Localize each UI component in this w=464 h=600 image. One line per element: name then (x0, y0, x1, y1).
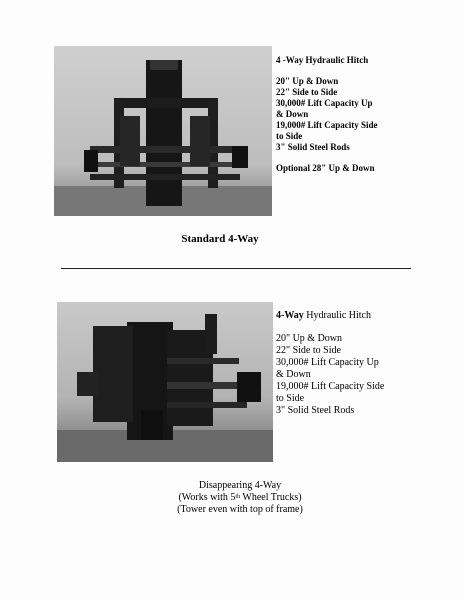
disappearing-specs-block (276, 310, 384, 417)
spec-line: 20" Up & Down (276, 333, 343, 344)
section-divider (61, 268, 411, 269)
caption-superscript: th (235, 494, 241, 500)
spec-line: 3" Solid Steel Rods (276, 142, 350, 152)
spec-line: to Side (276, 131, 303, 141)
hitch-photo-graphic (54, 46, 272, 216)
caption-line (120, 492, 360, 504)
spec-title-bold: 4-Way (276, 310, 304, 321)
spec-line: & Down (276, 109, 309, 119)
standard-specs-block (276, 55, 378, 174)
spec-line: to Side (276, 393, 305, 404)
spec-line: 3" Solid Steel Rods (276, 405, 355, 416)
spec-title-rest: Hydraulic Hitch (303, 310, 371, 321)
standard-caption: Standard 4-Way (181, 233, 259, 245)
caption-text: Wheel Trucks) (240, 492, 302, 503)
spec-line: 20" Up & Down (276, 76, 339, 86)
disappearing-4-way-photo (57, 302, 273, 462)
standard-4-way-photo (54, 46, 272, 216)
caption-text: (Works with 5 (178, 492, 236, 503)
hitch-photo-graphic (57, 302, 273, 462)
spec-line: 22" Side to Side (276, 87, 338, 97)
spec-title (276, 310, 384, 322)
spec-line: & Down (276, 369, 311, 380)
caption-line: (Tower even with top of frame) (177, 504, 303, 515)
caption-line: Disappearing 4-Way (198, 480, 282, 491)
disappearing-caption (120, 480, 360, 516)
spec-line: 22" Side to Side (276, 345, 341, 356)
spec-line: 30,000# Lift Capacity Up (276, 98, 373, 108)
spec-line: 19,000# Lift Capacity Side (276, 120, 378, 130)
spec-line: 19,000# Lift Capacity Side (276, 381, 385, 392)
spec-title: 4 -Way Hydraulic Hitch (276, 55, 369, 65)
optional-spec: Optional 28" Up & Down (276, 163, 375, 173)
spec-line: 30,000# Lift Capacity Up (276, 357, 379, 368)
